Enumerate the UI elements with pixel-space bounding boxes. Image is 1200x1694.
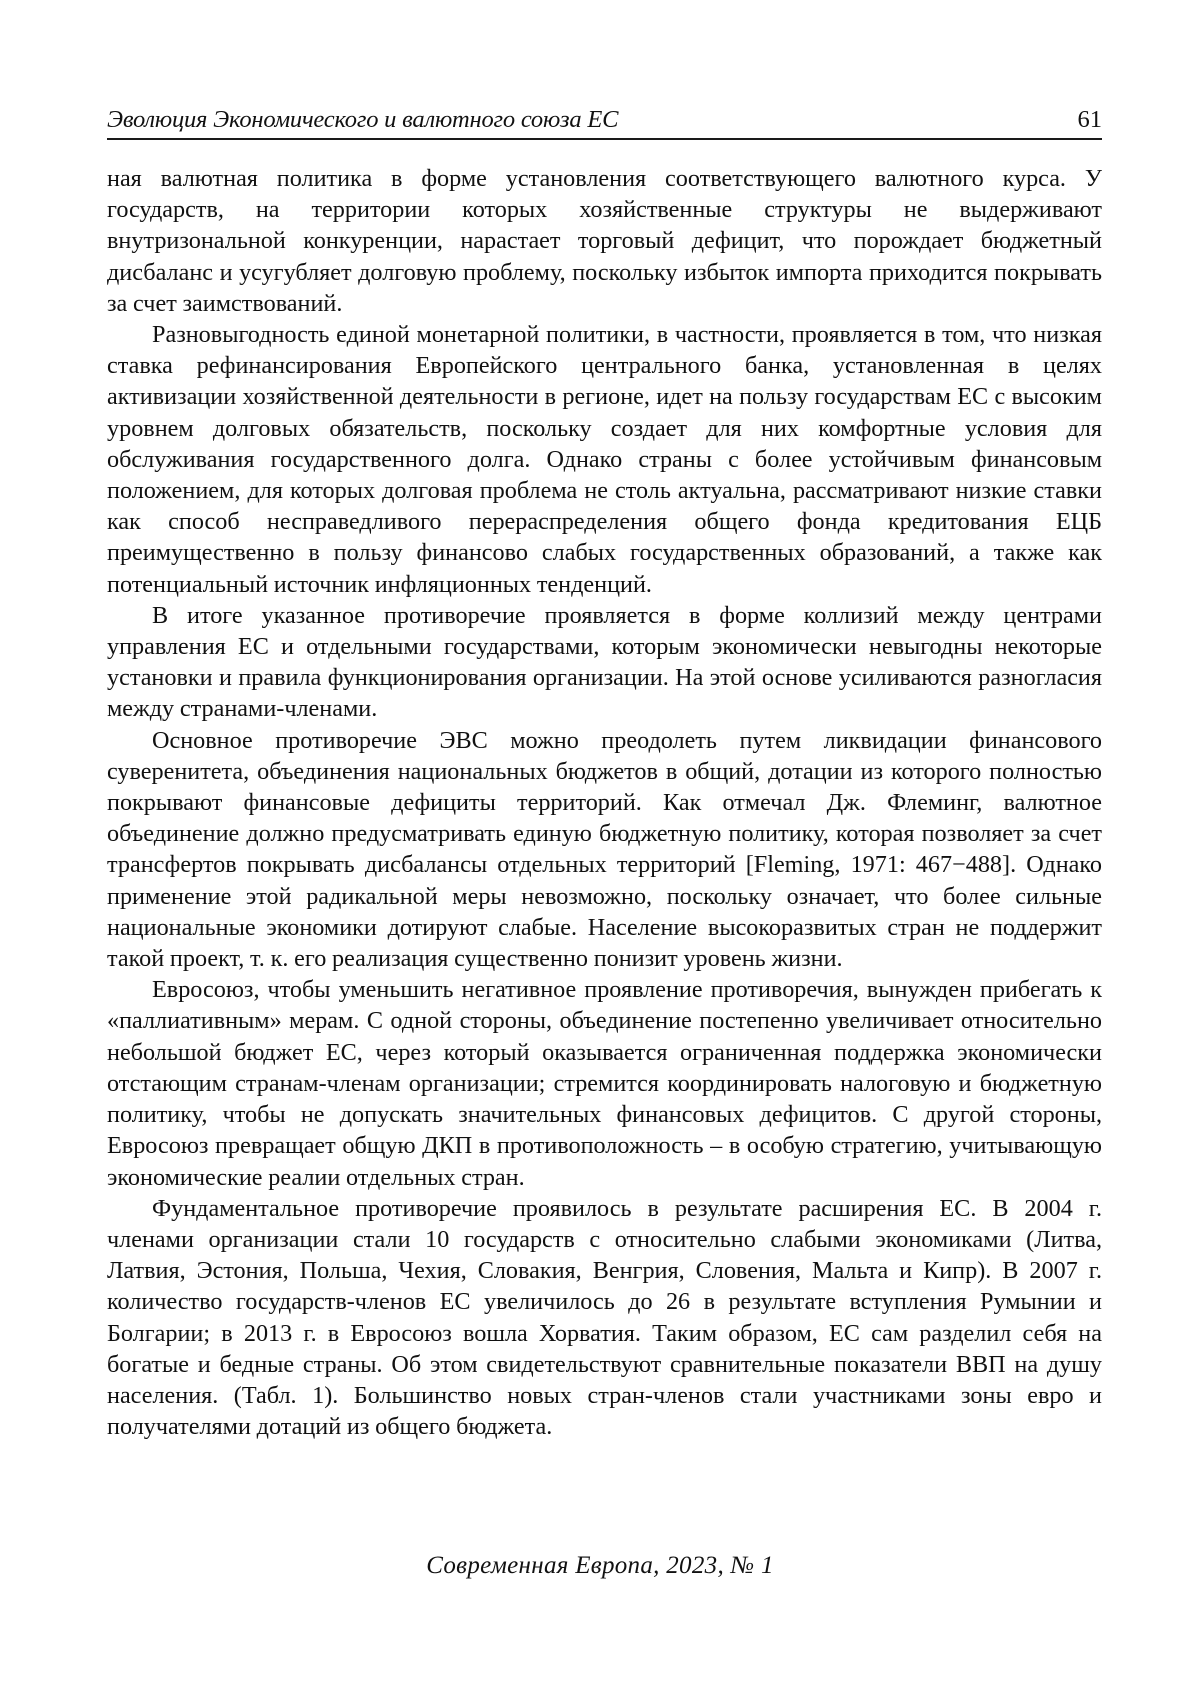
paragraph-3: В итоге указанное противоречие проявляется в форме коллизий между центрами управления ЕС и отдельными государствами, которым экономически невыгодны некоторые установки и правила функционирования организации. На этой основе усиливаются разногласия между странами-членами. bbox=[107, 601, 1102, 723]
paragraph-5: Евросоюз, чтобы уменьшить негативное проявление противоречия, вынужден прибегать к «паллиативным» мерам. С одной стороны, объединение постепенно увеличивает относительно небольшой бюджет ЕС, через который оказывается ограниченная поддержка экономически отстающим странам-членам организации; стремится координировать налоговую и бюджетную политику, чтобы не допускать значительных финансовых дефицитов. С другой стороны, Евросоюз превращает общую ДКП в противоположность – в особую стратегию, учитывающую экономические реалии отдельных стран. bbox=[107, 976, 1102, 1191]
journal-footer: Современная Европа, 2023, № 1 bbox=[426, 1552, 774, 1579]
paragraph-4: Основное противоречие ЭВС можно преодолеть путем ликвидации финансового суверенитета, объединения национальных бюджетов в общий, дотации из которого полностью покрывают финансовые дефициты территорий. Как отмечал Дж. Флеминг, валютное объединение должно предусматривать единую бюджетную политику, которая позволяет за счет трансфертов покрывать дисбалансы отдельных территорий [Fleming, 1971: 467−488]. Однако применение этой радикальной меры невозможно, поскольку означает, что более сильные национальные экономики дотируют слабые. Население высокоразвитых стран не поддержит такой проект, т. к. его реализация существенно понизит уровень жизни. bbox=[107, 726, 1102, 973]
running-header-title: Эволюция Экономического и валютного союза ЕС bbox=[107, 106, 619, 133]
paragraph-1: ная валютная политика в форме установления соответствующего валютного курса. У государств, на территории которых хозяйственные структуры не выдерживают внутризональной конкуренции, нарастает торговый дефицит, что порождает бюджетный дисбаланс и усугубляет долговую проблему, поскольку избыток импорта приходится покрывать за счет заимствований. bbox=[107, 165, 1102, 317]
running-header bbox=[107, 98, 1102, 140]
paragraph-6: Фундаментальное противоречие проявилось в результате расширения ЕС. В 2004 г. членами организации стали 10 государств с относительно слабыми экономиками (Литва, Латвия, Эстония, Польша, Чехия, Словакия, Венгрия, Словения, Мальта и Кипр). В 2007 г. количество государств-членов ЕС увеличилось до 26 в результате вступления Румынии и Болгарии; в 2013 г. в Евросоюз вошла Хорватия. Таким образом, ЕС сам разделил себя на богатые и бедные страны. Об этом свидетельствуют сравнительные показатели ВВП на душу населения. (Табл. 1). Большинство новых стран-членов стали участниками зоны евро и получателями дотаций из общего бюджета. bbox=[107, 1194, 1102, 1441]
paragraph-2: Разновыгодность единой монетарной политики, в частности, проявляется в том, что низкая ставка рефинансирования Европейского центрального банка, установленная в целях активизации хозяйственной деятельности в регионе, идет на пользу государствам ЕС с высоким уровнем долговых обязательств, поскольку создает для них комфортные условия для обслуживания государственного долга. Однако страны с более устойчивым финансовым положением, для которых долговая проблема не столь актуальна, рассматривают низкие ставки как способ несправедливого перераспределения общего фонда кредитования ЕЦБ преимущественно в пользу финансово слабых государственных образований, а также как потенциальный источник инфляционных тенденций. bbox=[107, 321, 1102, 598]
page-number: 61 bbox=[1077, 106, 1102, 133]
article-body bbox=[107, 163, 1102, 1442]
